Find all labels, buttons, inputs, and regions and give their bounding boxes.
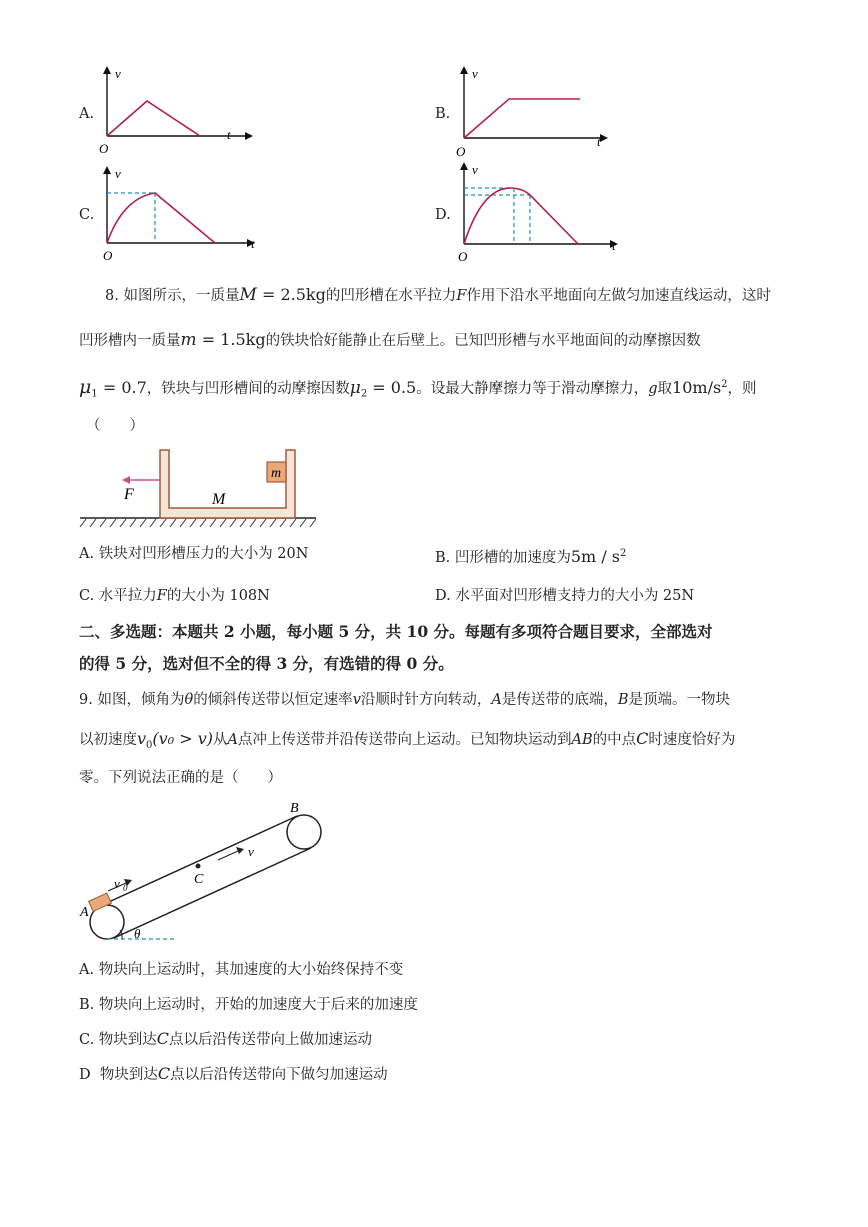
svg-text:M: M — [212, 491, 226, 508]
graph-a-curve — [107, 101, 200, 136]
q8-line1: 8. 如图所示，一质量M = 2.5kg的凹形槽在水平拉力F作用下沿水平地面向左做匀加速直线运动，这时 — [105, 285, 771, 305]
point-c — [196, 864, 201, 869]
q8-option-b: B. 凹形槽的加速度为$5m / s^2$ — [435, 546, 627, 566]
svg-text:0: 0 — [123, 883, 128, 893]
option-b-label: B. — [435, 106, 451, 122]
graph-b-v-label: v — [472, 66, 478, 81]
section2-heading-line2: 的得 5 分，选对但不全的得 3 分，有选错的得 0 分。 — [79, 654, 454, 673]
q8-line3: $\mu_1 = 0.7$，铁块与凹形槽间的动摩擦因数$\mu_2 = 0.5$。设最大静摩擦力等于滑动摩擦力，g取$10m/s^2$，则 — [79, 375, 757, 400]
option-c-label: C. — [79, 207, 95, 223]
trough — [160, 450, 295, 518]
svg-text:θ: θ — [134, 926, 141, 941]
block — [89, 893, 112, 911]
graph-a-t-label: t — [227, 127, 231, 142]
svg-text:m: m — [271, 466, 282, 481]
q9-option-d: D 物块到达C点以后沿传送带向下做匀加速运动 — [79, 1064, 388, 1083]
graph-b-t-label: t — [597, 134, 601, 149]
q9-line2: 以初速度$v_0(v_0 > v)$从A点冲上传送带并沿传送带向上运动。已知物块运动到AB的中点C时速度恰好为 — [79, 729, 736, 751]
svg-text:F: F — [124, 486, 134, 503]
q9-line1: 9. 如图，倾角为θ的倾斜传送带以恒定速率v沿顺时针方向转动，A是传送带的底端，B是顶端。一物块 — [79, 692, 731, 708]
graph-d-curve — [464, 188, 578, 244]
graph-b — [452, 62, 612, 160]
svg-text:v: v — [114, 876, 120, 891]
svg-text:A: A — [80, 905, 89, 920]
q8-option-c: C. 水平拉力F的大小为 108N — [79, 588, 270, 604]
option-a-label: A. — [79, 106, 95, 122]
q8-option-a: A. 铁块对凹形槽压力的大小为 20N — [79, 546, 309, 562]
q9-conveyor-figure — [78, 798, 338, 948]
graph-b-curve — [464, 99, 580, 138]
graph-d-origin: O — [458, 249, 468, 264]
q8-line2: 凹形槽内一质量m = 1.5kg的铁块恰好能静止在后壁上。已知凹形槽与水平地面间的动摩擦因数 — [79, 330, 701, 350]
graph-c — [95, 162, 265, 267]
graph-d — [452, 160, 627, 265]
section2-heading-line1: 二、多选题：本题共 2 小题，每小题 5 分，共 10 分。每题有多项符合题目要求，全部选对 — [79, 622, 713, 641]
graph-a — [95, 62, 255, 157]
svg-text:v: v — [248, 844, 254, 859]
graph-b-origin: O — [456, 144, 466, 159]
option-d-label: D. — [435, 207, 451, 223]
q8-trough-figure — [78, 442, 323, 534]
q9-option-b: B. 物块向上运动时，开始的加速度大于后来的加速度 — [79, 997, 418, 1013]
graph-c-v-label: v — [115, 166, 121, 181]
svg-text:B: B — [290, 801, 299, 816]
graph-c-t-label: t — [251, 236, 255, 251]
q9-line3: 零。下列说法正确的是（ ） — [79, 770, 282, 786]
graph-c-origin: O — [103, 248, 113, 263]
graph-d-v-label: v — [472, 162, 478, 177]
svg-text:C: C — [194, 872, 204, 887]
graph-a-origin: O — [99, 141, 109, 156]
q8-answer-blank: （ ） — [86, 418, 144, 434]
graph-a-v-label: v — [115, 66, 121, 81]
pulley-b — [287, 815, 321, 849]
graph-d-t-label: t — [612, 238, 616, 253]
q9-option-c: C. 物块到达C点以后沿传送带向上做加速运动 — [79, 1029, 373, 1048]
q8-option-d: D. 水平面对凹形槽支持力的大小为 25N — [435, 588, 695, 604]
q9-option-a: A. 物块向上运动时，其加速度的大小始终保持不变 — [79, 962, 404, 978]
graph-c-curve — [107, 193, 215, 243]
